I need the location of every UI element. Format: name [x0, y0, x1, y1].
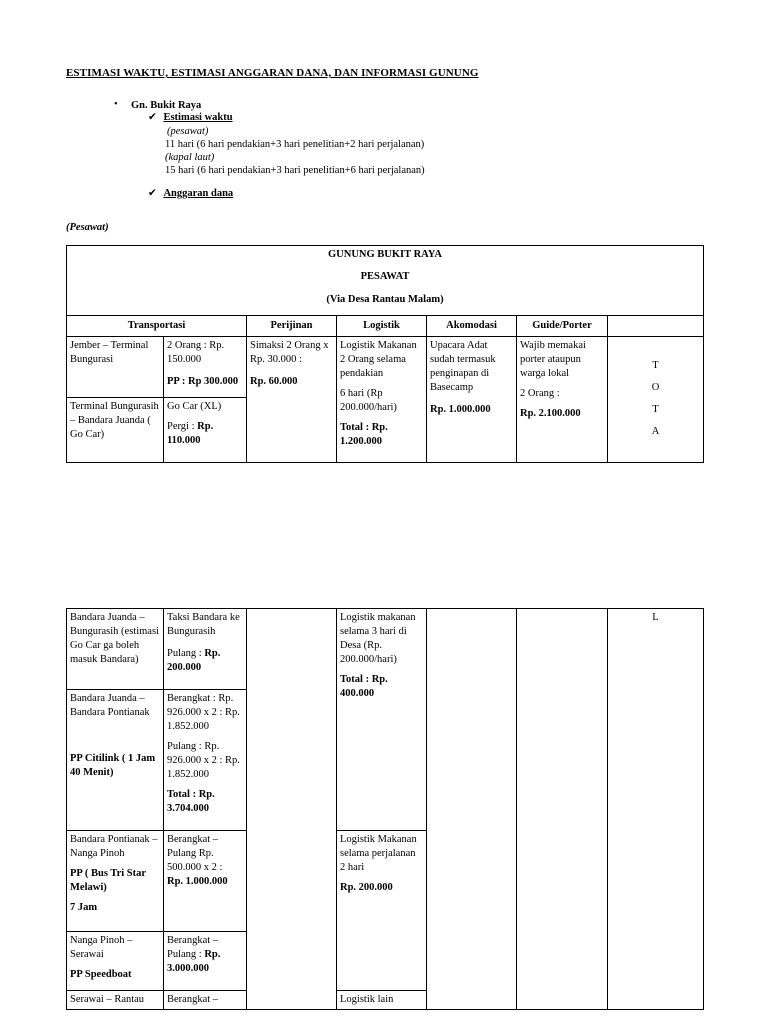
- logistik-text: Logistik Makanan selama perjalanan 2 hari: [340, 834, 417, 873]
- cost-total: Rp. 1.000.000: [167, 876, 228, 887]
- cost-cell: [164, 932, 247, 991]
- route-transport: PP Speedboat: [70, 969, 132, 980]
- cost-line: [167, 420, 243, 448]
- cost-cell: Berangkat –: [164, 991, 247, 1010]
- cost-text: Go Car (XL): [167, 401, 222, 412]
- pesawat-label: (pesawat): [167, 126, 209, 137]
- total-cell: [608, 609, 704, 1010]
- header-total-empty: [608, 316, 704, 337]
- bullet-icon: •: [114, 99, 118, 110]
- guide-cell: [517, 337, 608, 463]
- estimasi-waktu-details: [165, 125, 425, 177]
- route-cell: [67, 690, 164, 831]
- logistik-cell: [337, 609, 427, 831]
- akomodasi-text: Upacara Adat sudah termasuk penginapan di Basecamp: [430, 340, 496, 393]
- perijinan-text: Simaksi 2 Orang x Rp. 30.000 :: [250, 340, 329, 365]
- logistik-total: Total : Rp. 1.200.000: [340, 422, 388, 447]
- budget-table-1: [66, 245, 704, 463]
- budget-table-2: [66, 608, 704, 1010]
- estimasi-waktu-item: [148, 111, 233, 123]
- document-heading: ESTIMASI WAKTU, ESTIMASI ANGGARAN DANA, DAN INFORMASI GUNUNG: [66, 67, 479, 79]
- akomodasi-cell: [427, 337, 517, 463]
- total-letter: T: [652, 404, 659, 415]
- route-cell: [67, 932, 164, 991]
- cost-total: Total : Rp. 3.704.000: [167, 789, 215, 814]
- table-row: [67, 609, 704, 690]
- route-cell: [67, 831, 164, 932]
- route-text: Bandara Pontianak – Nanga Pinoh: [70, 834, 158, 859]
- logistik-total: Total : Rp. 400.000: [340, 674, 388, 699]
- logistik-cell: [337, 337, 427, 463]
- perijinan-total: Rp. 60.000: [250, 376, 298, 387]
- cost-cell: [164, 609, 247, 690]
- estimasi-waktu-label: Estimasi waktu: [163, 112, 233, 123]
- mountain-name: Gn. Bukit Raya: [131, 100, 202, 111]
- table-row: [67, 337, 704, 398]
- table-title-cell: [67, 246, 704, 316]
- route-transport: PP Citilink ( 1 Jam 40 Menit): [70, 753, 156, 778]
- cost-text: Berangkat : Rp. 926.000 x 2 : Rp. 1.852.000: [167, 693, 240, 732]
- cost-text: 2 Orang : Rp. 150.000: [167, 340, 225, 365]
- logistik-cell: Logistik lain: [337, 991, 427, 1010]
- total-letter: T: [652, 360, 659, 371]
- route-cell: Bandara Juanda – Bungurasih (estimasi Go Car ga boleh masuk Bandara): [67, 609, 164, 690]
- logistik-text: Logistik Makanan 2 Orang selama pendakian: [340, 340, 417, 379]
- cost-total: PP : Rp 300.000: [167, 376, 239, 387]
- cost-cell: [164, 690, 247, 831]
- table-title: GUNUNG BUKIT RAYA: [328, 249, 442, 260]
- cost-total: Rp. 110.000: [167, 421, 214, 446]
- total-letter: O: [651, 382, 660, 393]
- checkmark-icon: ✔: [148, 112, 157, 123]
- kapal-duration: 15 hari (6 hari pendakian+3 hari penelitian+6 hari perjalanan): [165, 165, 425, 176]
- section-caption: (Pesawat): [66, 222, 109, 233]
- cost-total: Rp. 200.000: [167, 648, 221, 673]
- guide-cell-empty: [517, 609, 608, 1010]
- header-logistik: Logistik: [337, 316, 427, 337]
- guide-count: 2 Orang :: [520, 388, 560, 399]
- total-letter: L: [652, 612, 659, 623]
- total-letter: A: [651, 426, 660, 437]
- cost-text: Berangkat – Pulang Rp. 500.000 x 2 :: [167, 834, 223, 873]
- anggaran-dana-label: Anggaran dana: [163, 188, 234, 199]
- cost-label: Pergi :: [167, 421, 198, 432]
- route-cell: Jember – Terminal Bungurasi: [67, 337, 164, 398]
- akomodasi-cell-empty: [427, 609, 517, 1010]
- route-cell: Terminal Bungurasih – Bandara Juanda ( Go Car): [67, 398, 164, 463]
- header-perijinan: Perijinan: [247, 316, 337, 337]
- guide-text: Wajib memakai porter ataupun warga lokal: [520, 340, 586, 379]
- checkmark-icon: ✔: [148, 188, 157, 199]
- cost-cell: [164, 831, 247, 932]
- logistik-cell: [337, 831, 427, 991]
- header-akomodasi: Akomodasi: [427, 316, 517, 337]
- guide-total: Rp. 2.100.000: [520, 408, 581, 419]
- route-transport: PP ( Bus Tri Star Melawi): [70, 868, 146, 893]
- total-cell: [608, 337, 704, 463]
- cost-label: Pulang :: [167, 648, 205, 659]
- header-guide-porter: Guide/Porter: [517, 316, 608, 337]
- perijinan-cell-empty: [247, 609, 337, 1010]
- cost-cell: [164, 337, 247, 398]
- cost-cell: [164, 398, 247, 463]
- route-text: Nanga Pinoh – Serawai: [70, 935, 133, 960]
- anggaran-dana-item: [148, 187, 233, 199]
- kapal-label: (kapal laut): [165, 152, 215, 163]
- route-cell: Serawai – Rantau: [67, 991, 164, 1010]
- route-duration: 7 Jam: [70, 902, 98, 913]
- logistik-duration: 6 hari (Rp 200.000/hari): [340, 388, 397, 413]
- cost-total: Rp. 3.000.000: [167, 949, 221, 974]
- cost-text-2: Pulang : Rp. 926.000 x 2 : Rp. 1.852.000: [167, 741, 240, 780]
- cost-text: Taksi Bandara ke Bungurasih: [167, 612, 240, 637]
- cost-line: [167, 647, 243, 675]
- logistik-total: Rp. 200.000: [340, 882, 393, 893]
- route-text: Bandara Juanda – Bandara Pontianak: [70, 693, 150, 718]
- akomodasi-total: Rp. 1.000.000: [430, 404, 491, 415]
- table-subtitle: PESAWAT: [360, 271, 410, 282]
- pesawat-duration: 11 hari (6 hari pendakian+3 hari penelitian+2 hari perjalanan): [165, 139, 425, 150]
- logistik-text: Logistik makanan selama 3 hari di Desa (Rp. 200.000/hari): [340, 612, 416, 665]
- header-transportasi: Transportasi: [67, 316, 247, 337]
- cost-text: Berangkat – Pulang :: [167, 935, 219, 960]
- table-route: (Via Desa Rantau Malam): [326, 294, 444, 305]
- perijinan-cell: [247, 337, 337, 463]
